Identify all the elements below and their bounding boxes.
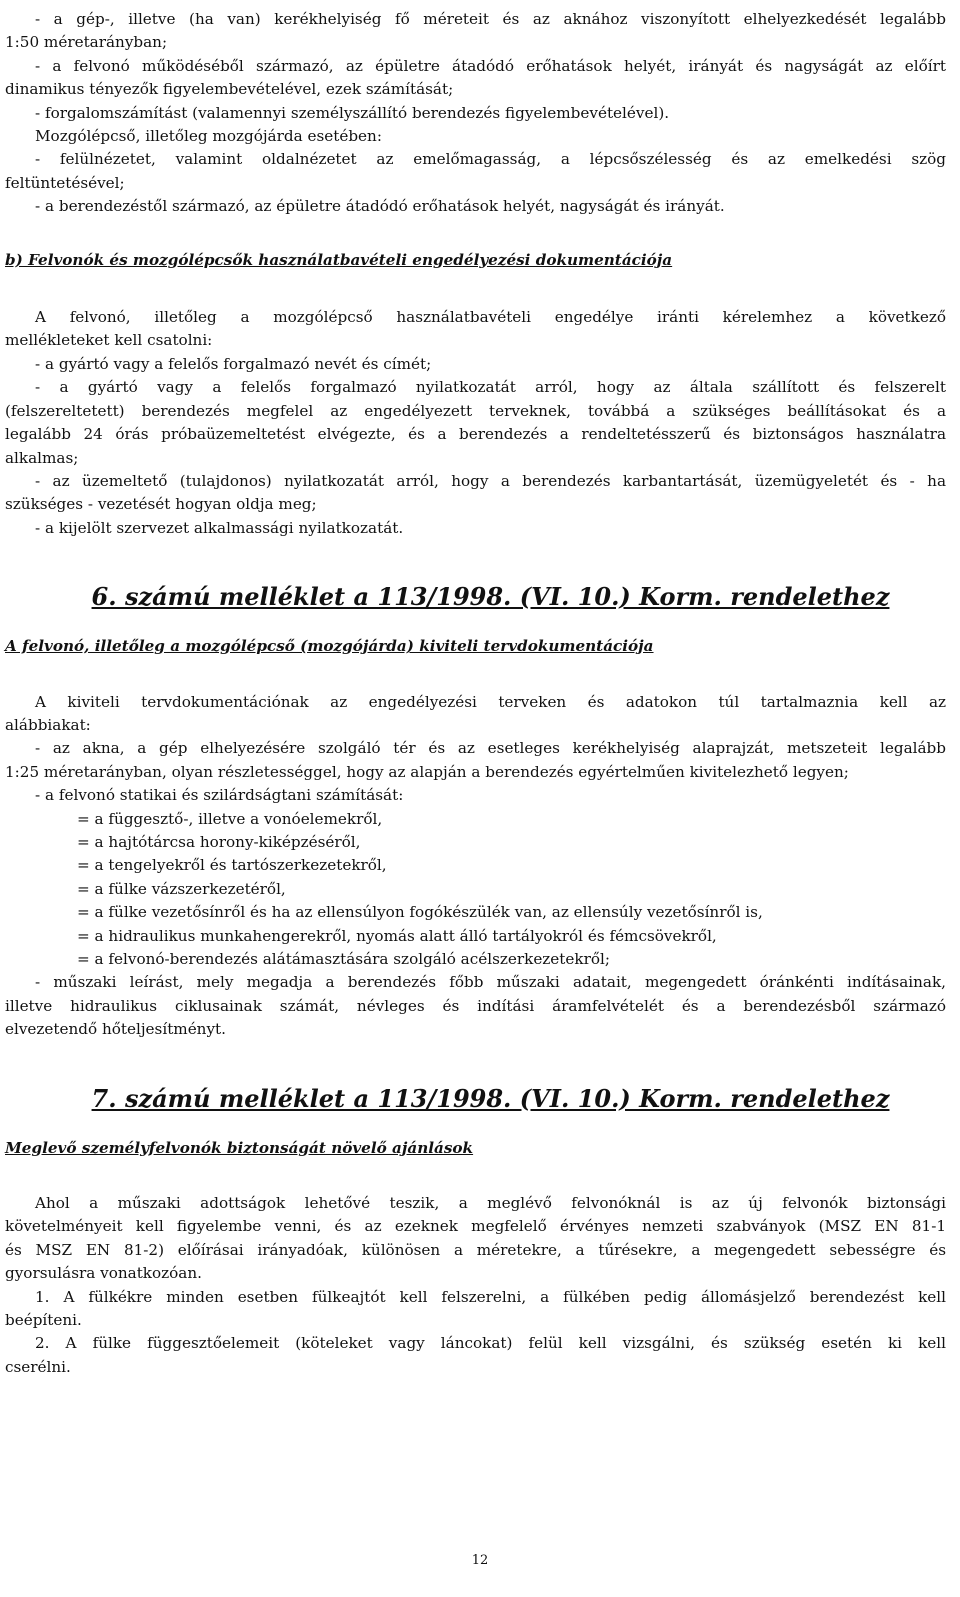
text-line: Mozgólépcső, illetőleg mozgójárda esetében: (35, 127, 382, 146)
text-line: dinamikus tényezők figyelembevételével, ezek számítását; (5, 80, 454, 99)
text-line: gyorsulásra vonatkozóan. (5, 1264, 202, 1283)
sub-list-item: = a hajtótárcsa horony-kiképzéséről, (77, 832, 361, 851)
list-item: - a felvonó statikai és szilárdságtani számítását: (35, 786, 404, 805)
list-item: 1. A fülkékre minden esetben fülkeajtót kell felszerelni, a fülkében pedig állomásjelző berendezést kell (35, 1287, 946, 1306)
annex-6-body (5, 691, 946, 1042)
sub-list-item: = a tengelyekről és tartószerkezetekről, (77, 856, 387, 875)
text-line: - forgalomszámítást (valamennyi személyszállító berendezés figyelembevételével). (35, 103, 670, 122)
annex-6-title: 6. számú melléklet a 113/1998. (VI. 10.) Korm. rendelethez (91, 582, 890, 612)
text-line: mellékleteket kell csatolni: (5, 331, 213, 350)
text-line: alábbiakat: (5, 715, 91, 734)
text-line: - a gép-, illetve (ha van) kerékhelyiség fő méreteit és az aknához viszonyított elhelyezkedését legalább (35, 10, 946, 28)
page-number: 12 (471, 1553, 489, 1568)
list-item: - az akna, a gép elhelyezésére szolgáló tér és az esetleges kerékhelyiség alaprajzát, metszeteit legalább (35, 739, 946, 758)
text-line: A felvonó, illetőleg a mozgólépcső használatbavételi engedélye iránti kérelemhez a következő (35, 308, 946, 327)
text-line: elvezetendő hőteljesítményt. (5, 1020, 226, 1039)
text-line: 1:50 méretarányban; (5, 33, 168, 52)
sub-list-item: = a függesztő-, illetve a vonóelemekről, (77, 809, 383, 828)
list-item: - műszaki leírást, mely megadja a berendezés főbb műszaki adatait, megengedett óránkénti indításainak, (35, 973, 946, 992)
text-line: - a felvonó működéséből származó, az épületre átadódó erőhatások helyét, irányát és nagyságát az előírt (35, 56, 946, 75)
annex-7-body (5, 1192, 946, 1379)
text-line: beépíteni. (5, 1311, 82, 1330)
text-line: A kiviteli tervdokumentációnak az engedélyezési terveken és adatokon túl tartalmaznia kell az (35, 692, 946, 711)
text-line: alkalmas; (5, 448, 79, 467)
text-line: legalább 24 órás próbaüzemeltetést elvégezte, és a berendezés a rendeltetésszerű és biztonságos használatra (5, 425, 946, 444)
section-b-heading: b) Felvonók és mozgólépcsők használatbavételi engedélyezési dokumentációja (5, 250, 673, 269)
text-line: cserélni. (5, 1357, 71, 1376)
text-line: követelményeit kell figyelembe venni, és az ezeknek megfelelő érvényes nemzeti szabványok (MSZ EN 81-1 (5, 1217, 946, 1236)
list-item: - az üzemeltető (tulajdonos) nyilatkozatát arról, hogy a berendezés karbantartását, üzemügyeletét és - ha (35, 471, 946, 490)
text-line: Ahol a műszaki adottságok lehetővé teszik, a meglévő felvonóknál is az új felvonók biztonsági (35, 1194, 946, 1213)
annex-7-title: 7. számú melléklet a 113/1998. (VI. 10.) Korm. rendelethez (91, 1083, 890, 1113)
text-line: és MSZ EN 81-2) előírásai irányadóak, különösen a méretekre, a tűrésekre, a megengedett sebességre és (5, 1240, 946, 1259)
list-item: - a gyártó vagy a felelős forgalmazó nyilatkozatát arról, hogy az általa szállított és felszerelt (35, 378, 946, 397)
list-item: - a kijelölt szervezet alkalmassági nyilatkozatát. (35, 518, 404, 537)
sub-list-item: = a felvonó-berendezés alátámasztására szolgáló acélszerkezetekről; (77, 950, 610, 968)
section-b-body (5, 306, 946, 540)
sub-list-item: = a fülke vázszerkezetéről, (77, 879, 286, 898)
text-line: illetve hidraulikus ciklusainak számát, névleges és indítási áramfelvételét és a berendezésből származó (5, 996, 946, 1015)
text-line: - felülnézetet, valamint oldalnézetet az emelőmagasság, a lépcsőszélesség és az emelkedési szög (35, 150, 946, 169)
text-line: (felszereltetett) berendezés megfelel az engedélyezett terveknek, továbbá a szükséges beállításokat és a (5, 401, 946, 420)
sub-list-item: = a hidraulikus munkahengerekről, nyomás alatt álló tartályokról és fémcsövekről, (77, 926, 717, 945)
list-item: 2. A fülke függesztőelemeit (köteleket vagy láncokat) felül kell vizsgálni, és szükség esetén ki kell (35, 1334, 946, 1353)
text-line: feltüntetésével; (5, 173, 125, 192)
annex-7-subtitle: Meglevő személyfelvonók biztonságát növelő ajánlások (5, 1138, 474, 1157)
sub-list-item: = a fülke vezetősínről és ha az ellensúlyon fogókészülék van, az ellensúly vezetősínről is, (77, 903, 763, 922)
text-line: - a berendezéstől származó, az épületre átadódó erőhatások helyét, nagyságát és irányát. (35, 197, 725, 216)
annex-6-subtitle: A felvonó, illetőleg a mozgólépcső (mozgójárda) kiviteli tervdokumentációja (5, 637, 654, 656)
text-line: szükséges - vezetését hogyan oldja meg; (5, 495, 317, 514)
list-item: - a gyártó vagy a felelős forgalmazó nevét és címét; (35, 354, 432, 373)
text-line: 1:25 méretarányban, olyan részletességgel, hogy az alapján a berendezés egyértelműen kivitelezhető legyen; (5, 762, 849, 781)
